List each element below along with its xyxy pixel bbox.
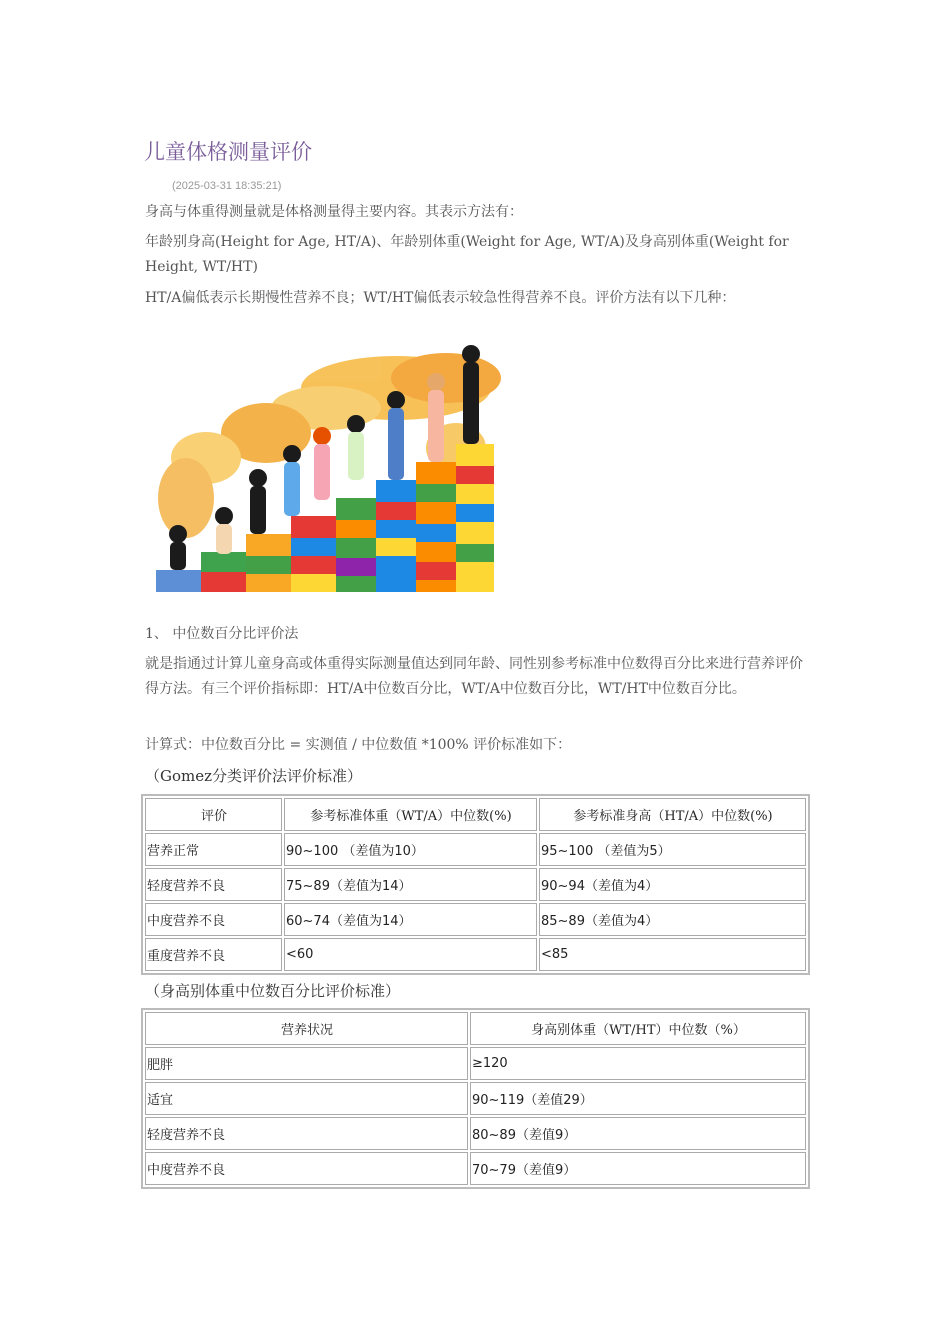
table-cell: 轻度营养不良: [145, 1117, 468, 1150]
paragraph-meaning: HT/A偏低表示长期慢性营养不良；WT/HT偏低表示较急性得营养不良。评价方法有以下几种：: [145, 290, 736, 306]
table-cell: 90~94（差值为4）: [539, 868, 806, 901]
table-cell: 重度营养不良: [145, 938, 282, 971]
table-cell: 85~89（差值为4）: [539, 903, 806, 936]
table2-caption: （身高别体重中位数百分比评价标准）: [145, 982, 401, 1000]
paragraph-median-desc: 就是指通过计算儿童身高或体重得实际测量值达到同年龄、同性别参考标准中位数得百分比来进行营养评价得方法。有三个评价指标即：HT/A中位数百分比，WT/A中位数百分比，WT/HT中位数百分比。: [145, 656, 803, 697]
wt-ht-table: [141, 1008, 810, 1189]
paragraph-formula: 计算式：中位数百分比 = 实测值 / 中位数值 *100% 评价标准如下：: [145, 737, 572, 753]
table-row: [145, 1117, 806, 1150]
table-cell: 营养正常: [145, 833, 282, 866]
children-climbing-illustration: [146, 338, 504, 598]
paragraph-methods: 年龄别身高(Height for Age, HT/A)、年龄别体重(Weight for Age, WT/A)及身高别体重(Weight for Height, WT/HT): [145, 234, 789, 275]
table-header-cell: 身高别体重（WT/HT）中位数（%）: [470, 1012, 806, 1045]
table-cell: ≥120: [470, 1047, 806, 1080]
table-cell: 75~89（差值为14）: [284, 868, 537, 901]
table-row: [145, 868, 806, 901]
table-header-cell: 评价: [145, 798, 282, 831]
table-row: [145, 1082, 806, 1115]
paragraph-intro: 身高与体重得测量就是体格测量得主要内容。其表示方法有：: [145, 204, 523, 220]
table-header-cell: 参考标准体重（WT/A）中位数(%): [284, 798, 537, 831]
table-cell: 中度营养不良: [145, 903, 282, 936]
table-row: [145, 1047, 806, 1080]
table-cell: 轻度营养不良: [145, 868, 282, 901]
table-cell: <60: [284, 938, 537, 971]
table-cell: 肥胖: [145, 1047, 468, 1080]
gomez-table: [141, 794, 810, 975]
table-header-cell: 参考标准身高（HT/A）中位数(%): [539, 798, 806, 831]
table-cell: 70~79（差值9）: [470, 1152, 806, 1185]
table-cell: 60~74（差值为14）: [284, 903, 537, 936]
table-header-row: [145, 1012, 806, 1045]
table-cell: 90~119（差值29）: [470, 1082, 806, 1115]
page-title: 儿童体格测量评价: [144, 140, 312, 164]
table-cell: 中度营养不良: [145, 1152, 468, 1185]
post-date: (2025-03-31 18:35:21): [172, 180, 282, 192]
table-row: [145, 1152, 806, 1185]
table-cell: 90~100 （差值为10）: [284, 833, 537, 866]
table-header-cell: 营养状况: [145, 1012, 468, 1045]
table1-caption: （Gomez分类评价法评价标准）: [145, 767, 363, 785]
section-heading-median: 1、 中位数百分比评价法: [145, 626, 299, 642]
table-header-row: [145, 798, 806, 831]
table-cell: 95~100 （差值为5）: [539, 833, 806, 866]
table-row: [145, 833, 806, 866]
table-cell: 80~89（差值9）: [470, 1117, 806, 1150]
table-row: [145, 938, 806, 971]
table-cell: 适宜: [145, 1082, 468, 1115]
table-row: [145, 903, 806, 936]
table-cell: <85: [539, 938, 806, 971]
